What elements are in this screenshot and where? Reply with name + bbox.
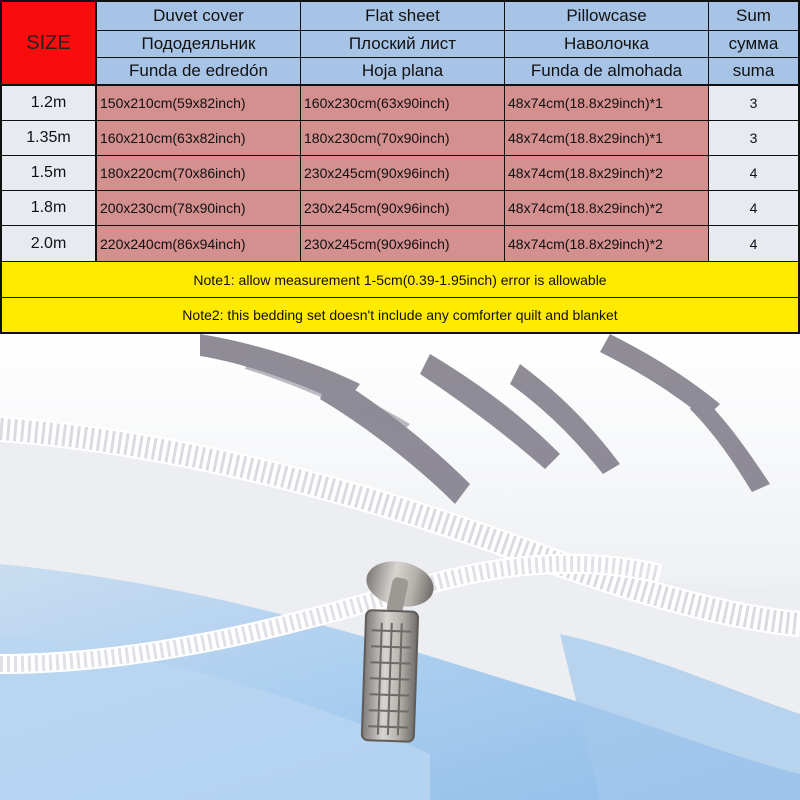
header-duvet-es: Funda de edredón bbox=[96, 57, 301, 85]
header-pillow-en: Pillowcase bbox=[504, 1, 709, 31]
header-sum-es: suma bbox=[708, 57, 799, 85]
header-flat-ru: Плоский лист bbox=[300, 30, 505, 58]
row-flat: 160x230cm(63x90inch) bbox=[300, 85, 505, 121]
row-duvet: 200x230cm(78x90inch) bbox=[96, 190, 301, 226]
row-size: 1.5m bbox=[1, 155, 96, 191]
row-size: 1.8m bbox=[1, 190, 96, 226]
note-measurement-error: Note1: allow measurement 1-5cm(0.39-1.95inch) error is allowable bbox=[1, 261, 799, 298]
row-flat: 230x245cm(90x96inch) bbox=[300, 155, 505, 191]
size-chart-table bbox=[0, 0, 800, 334]
size-column-header: SIZE bbox=[1, 1, 96, 85]
header-pillow-es: Funda de almohada bbox=[504, 57, 709, 85]
header-sum-en: Sum bbox=[708, 1, 799, 31]
row-duvet: 150x210cm(59x82inch) bbox=[96, 85, 301, 121]
row-size: 1.35m bbox=[1, 120, 96, 156]
row-pillow: 48x74cm(18.8x29inch)*2 bbox=[504, 190, 709, 226]
zipper-pull-tab bbox=[362, 610, 419, 742]
row-duvet: 180x220cm(70x86inch) bbox=[96, 155, 301, 191]
row-size: 2.0m bbox=[1, 225, 96, 262]
row-sum: 4 bbox=[708, 190, 799, 226]
row-sum: 3 bbox=[708, 120, 799, 156]
row-size: 1.2m bbox=[1, 85, 96, 121]
zipper-closure-photo bbox=[0, 334, 800, 800]
row-sum: 4 bbox=[708, 155, 799, 191]
row-pillow: 48x74cm(18.8x29inch)*2 bbox=[504, 225, 709, 262]
row-duvet: 160x210cm(63x82inch) bbox=[96, 120, 301, 156]
header-sum-ru: сумма bbox=[708, 30, 799, 58]
note-set-contents: Note2: this bedding set doesn't include any comforter quilt and blanket bbox=[1, 297, 799, 333]
header-duvet-en: Duvet cover bbox=[96, 1, 301, 31]
row-pillow: 48x74cm(18.8x29inch)*1 bbox=[504, 85, 709, 121]
header-flat-es: Hoja plana bbox=[300, 57, 505, 85]
header-pillow-ru: Наволочка bbox=[504, 30, 709, 58]
row-pillow: 48x74cm(18.8x29inch)*1 bbox=[504, 120, 709, 156]
row-duvet: 220x240cm(86x94inch) bbox=[96, 225, 301, 262]
row-sum: 4 bbox=[708, 225, 799, 262]
row-flat: 180x230cm(70x90inch) bbox=[300, 120, 505, 156]
row-flat: 230x245cm(90x96inch) bbox=[300, 225, 505, 262]
header-flat-en: Flat sheet bbox=[300, 1, 505, 31]
row-flat: 230x245cm(90x96inch) bbox=[300, 190, 505, 226]
row-pillow: 48x74cm(18.8x29inch)*2 bbox=[504, 155, 709, 191]
header-duvet-ru: Пододеяльник bbox=[96, 30, 301, 58]
row-sum: 3 bbox=[708, 85, 799, 121]
